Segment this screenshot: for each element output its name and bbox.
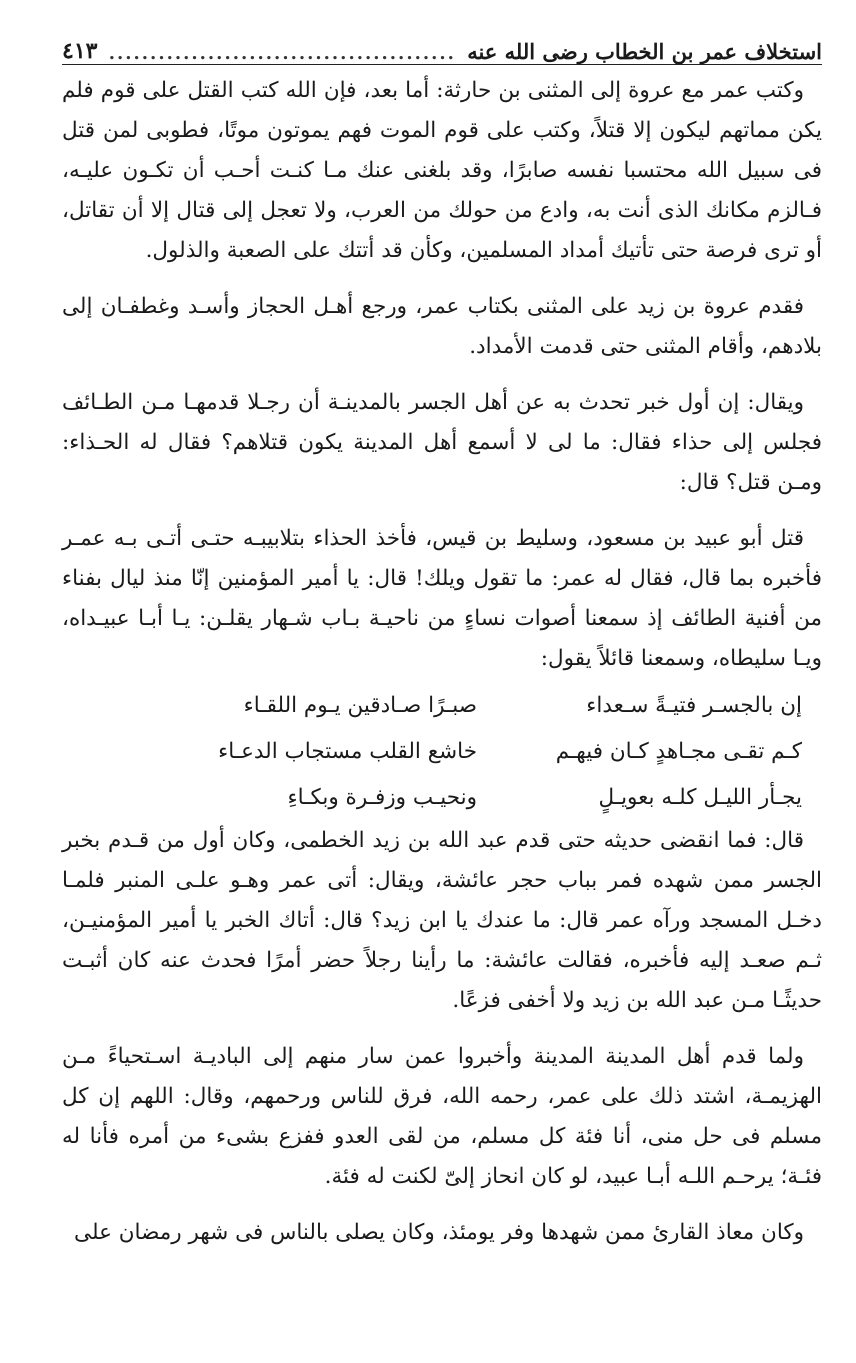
poem-verse	[62, 729, 802, 775]
page-number: ٤١٣	[62, 38, 98, 64]
verse-first-hemistich: إن بالجسـر فتيـةً سـعداء	[586, 693, 802, 718]
paragraph-1: وكتب عمر مع عروة إلى المثنى بن حارثة: أما بعد، فإن الله كتب القتل على قوم فلم يكن مماتهم ليكون إلا قتلاً، وكتب على قوم الموت فهم يموتون موتًا، فطوبى لمن قتل فى سبيل الله محتسبا نفسه صابرًا، وقد بلغنى عنك مـا كنـت أحـب أن تكـون عليـه، فـالزم مكانك الذى أنت به، وادع من حولك من العرب، ولا تعجل إلى قتال إلا أن تقاتل، أو ترى فرصة حتى تأتيك أمداد المسلمين، وكأن قد أتتك على الصعبة والذلول.	[62, 78, 822, 263]
book-page	[62, 22, 822, 1253]
verse-second-hemistich: ونحيـب وزفـرة وبكـاءِ	[287, 785, 477, 810]
paragraph-4: قتل أبو عبيد بن مسعود، وسليط بن قيس، فأخذ الحذاء بتلابيبـه حتـى أتـى بـه عمـر فأخبره بما قال، فقال له عمر: ما تقول ويلك! قال: يا أمير المؤمنين إنّا منذ ليال بفناء من أفنية الطائف إذ سمعنا أصوات نساءٍ من ناحيـة بـاب شـهار يقلـن: يـا أبـا عبيـداه، ويـا سليطاه، وسمعنا قائلاً يقول:	[62, 526, 822, 671]
paragraph-6: ولما قدم أهل المدينة المدينة وأخبروا عمن سار منهم إلى الباديـة اسـتحياءً مـن الهزيمـة، اشتد ذلك على عمر، رحمه الله، فرق للناس ورحمهم، وقال: اللهم إن كل مسلم فى حل منى، أنا فئة كل مسلم، من لقى العدو ففزع بشىء من أمره فأنا له فئـة؛ يرحـم اللـه أبـا عبيد، لو كان انحاز إلىّ لكنت له فئة.	[62, 1044, 822, 1189]
verse-second-hemistich: خاشع القلب مستجاب الدعـاء	[218, 739, 477, 764]
paragraph-7: وكان معاذ القارئ ممن شهدها وفر يومئذ، وكان يصلى بالناس فى شهر رمضان على	[74, 1220, 804, 1245]
verse-first-hemistich: كـم تقـى مجـاهدٍ كـان فيهـم	[555, 739, 802, 764]
poem-verse	[62, 775, 802, 821]
running-header	[62, 22, 822, 65]
paragraph-5: قال: فما انقضى حديثه حتى قدم عبد الله بن زيد الخطمى، وكان أول من قـدم بخبر الجسر ممن شهده فمر بباب حجر عائشة، ويقال: أتى عمر وهـو علـى المنبر فلمـا دخـل المسجد ورآه عمر قال: ما عندك يا ابن زيد؟ قال: أتاك الخبر يا أمير المؤمنيـن، ثـم صعـد إليه فأخبره، فقالت عائشة: ما رأينا رجلاً حضر أمرًا فحدث عنه كان أثبـت حديثًـا مـن عبد الله بن زيد ولا أخفى فزعًا.	[62, 828, 822, 1013]
verse-first-hemistich: يجـأر الليـل كلـه بعويـلٍ	[598, 785, 802, 810]
poem	[62, 683, 822, 821]
paragraph-3: ويقال: إن أول خبر تحدث به عن أهل الجسر بالمدينـة أن رجـلا قدمهـا مـن الطـائف فجلس إلى حذاء فقال: ما لى لا أسمع أهل المدينة يكون قتلاهم؟ فقال له الحـذاء: ومـن قتل؟ قال:	[62, 390, 822, 495]
poem-verse	[62, 683, 802, 729]
verse-second-hemistich: صبـرًا صـادقين يـوم اللقـاء	[243, 693, 477, 718]
chapter-title: استخلاف عمر بن الخطاب رضى الله عنه	[467, 39, 822, 64]
paragraph-2: فقدم عروة بن زيد على المثنى بكتاب عمر، ورجع أهـل الحجاز وأسـد وغطفـان إلى بلادهم، وأقام المثنى حتى قدمت الأمداد.	[62, 294, 822, 359]
header-leader-dots: ..........................................	[108, 43, 456, 64]
